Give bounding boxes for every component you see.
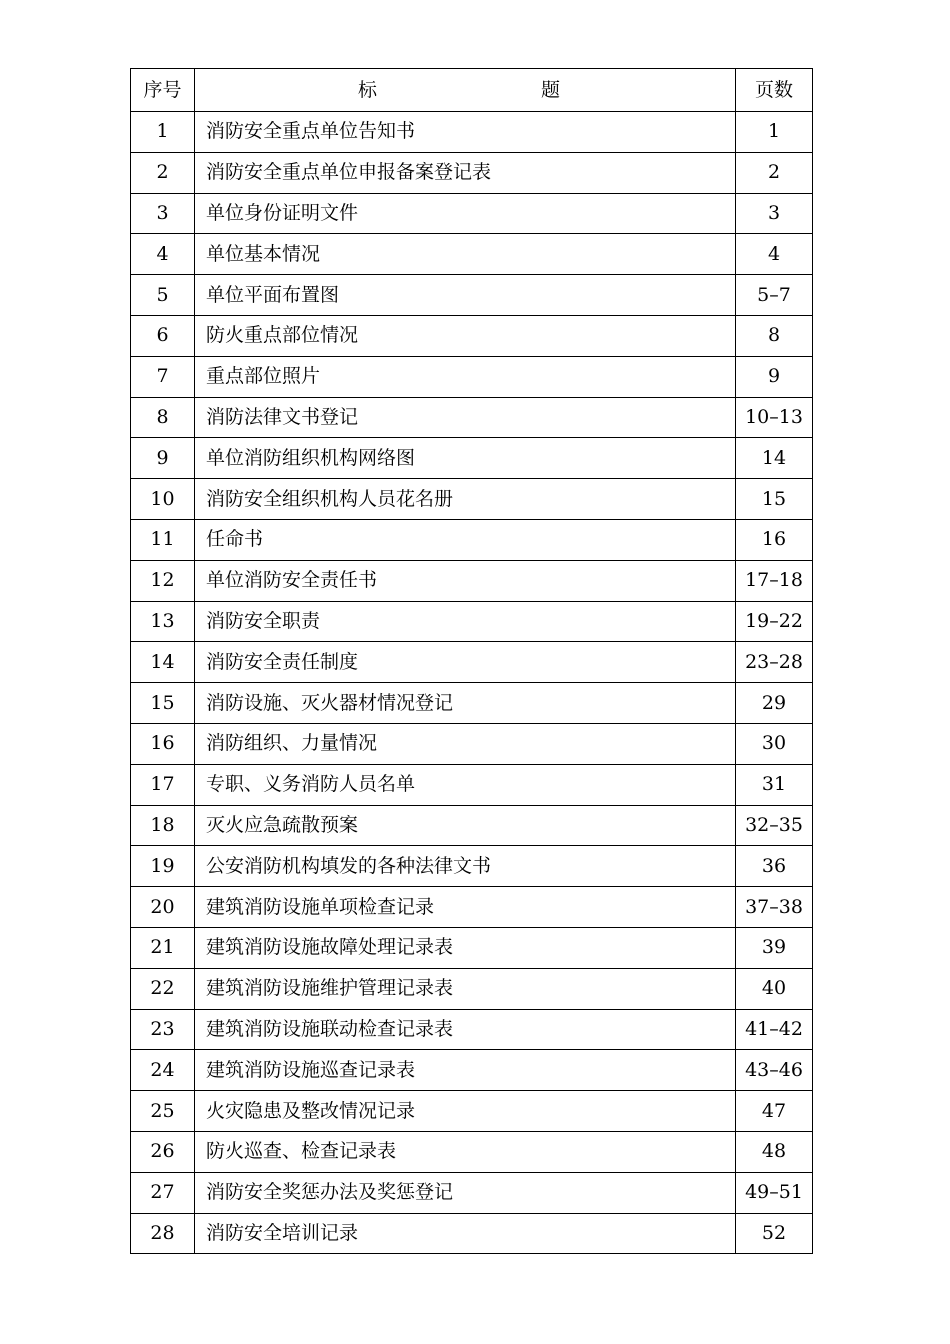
row-title: 建筑消防设施巡查记录表 [195,1050,736,1091]
row-pages: 30 [736,723,813,764]
table-row [131,438,813,479]
row-pages: 10–13 [736,397,813,438]
row-pages: 5–7 [736,275,813,316]
row-serial-number: 6 [131,315,195,356]
row-pages: 8 [736,315,813,356]
row-title: 消防安全职责 [195,601,736,642]
row-serial-number: 21 [131,927,195,968]
table-row [131,927,813,968]
row-pages: 23–28 [736,642,813,683]
table-row [131,968,813,1009]
row-pages: 48 [736,1131,813,1172]
header-title-right: 题 [540,78,560,101]
row-serial-number: 26 [131,1131,195,1172]
row-pages: 43–46 [736,1050,813,1091]
row-pages: 3 [736,193,813,234]
table-row [131,805,813,846]
row-serial-number: 13 [131,601,195,642]
row-serial-number: 28 [131,1213,195,1254]
row-title: 单位基本情况 [195,234,736,275]
row-title: 单位身份证明文件 [195,193,736,234]
table-row [131,1009,813,1050]
row-pages: 9 [736,356,813,397]
table-row [131,356,813,397]
table-row [131,275,813,316]
row-title: 消防安全重点单位申报备案登记表 [195,152,736,193]
row-title: 建筑消防设施故障处理记录表 [195,927,736,968]
row-serial-number: 15 [131,683,195,724]
row-pages: 41–42 [736,1009,813,1050]
row-title: 建筑消防设施联动检查记录表 [195,1009,736,1050]
row-title: 防火重点部位情况 [195,315,736,356]
row-title: 消防安全培训记录 [195,1213,736,1254]
row-serial-number: 14 [131,642,195,683]
row-title: 单位消防安全责任书 [195,560,736,601]
row-serial-number: 7 [131,356,195,397]
row-pages: 15 [736,479,813,520]
header-page-count: 页数 [736,69,813,112]
table-row [131,397,813,438]
row-pages: 19–22 [736,601,813,642]
table-row [131,234,813,275]
row-serial-number: 8 [131,397,195,438]
row-pages: 39 [736,927,813,968]
row-title: 建筑消防设施单项检查记录 [195,887,736,928]
table-row [131,683,813,724]
table-row [131,642,813,683]
row-pages: 40 [736,968,813,1009]
row-title: 灭火应急疏散预案 [195,805,736,846]
row-pages: 32–35 [736,805,813,846]
row-serial-number: 24 [131,1050,195,1091]
row-title: 火灾隐患及整改情况记录 [195,1091,736,1132]
row-serial-number: 19 [131,846,195,887]
table-row [131,1172,813,1213]
row-serial-number: 25 [131,1091,195,1132]
row-pages: 49–51 [736,1172,813,1213]
table-row [131,601,813,642]
row-title: 消防安全责任制度 [195,642,736,683]
row-pages: 4 [736,234,813,275]
row-serial-number: 10 [131,479,195,520]
row-title: 防火巡查、检查记录表 [195,1131,736,1172]
contents-table [130,68,813,1254]
row-serial-number: 4 [131,234,195,275]
row-title: 消防设施、灭火器材情况登记 [195,683,736,724]
row-serial-number: 23 [131,1009,195,1050]
row-pages: 47 [736,1091,813,1132]
row-title: 消防组织、力量情况 [195,723,736,764]
row-title: 消防安全组织机构人员花名册 [195,479,736,520]
row-title: 建筑消防设施维护管理记录表 [195,968,736,1009]
table-row [131,152,813,193]
table-row [131,723,813,764]
row-title: 任命书 [195,519,736,560]
row-serial-number: 5 [131,275,195,316]
row-title: 单位平面布置图 [195,275,736,316]
header-row [131,69,813,112]
row-serial-number: 2 [131,152,195,193]
table-row [131,1050,813,1091]
row-serial-number: 27 [131,1172,195,1213]
row-title: 单位消防组织机构网络图 [195,438,736,479]
table-row [131,887,813,928]
table-row [131,315,813,356]
header-title-left: 标 [358,78,378,101]
row-serial-number: 16 [131,723,195,764]
row-title: 重点部位照片 [195,356,736,397]
row-pages: 36 [736,846,813,887]
row-serial-number: 18 [131,805,195,846]
row-pages: 16 [736,519,813,560]
row-serial-number: 3 [131,193,195,234]
row-pages: 17–18 [736,560,813,601]
row-pages: 52 [736,1213,813,1254]
table-row [131,1091,813,1132]
table-row [131,112,813,153]
row-pages: 29 [736,683,813,724]
row-serial-number: 1 [131,112,195,153]
table-row [131,193,813,234]
row-pages: 1 [736,112,813,153]
row-serial-number: 17 [131,764,195,805]
contents-body [131,112,813,1254]
row-serial-number: 20 [131,887,195,928]
row-pages: 14 [736,438,813,479]
table-row [131,846,813,887]
table-row [131,1131,813,1172]
table-row [131,1213,813,1254]
header-title [195,69,736,112]
row-pages: 31 [736,764,813,805]
row-title: 消防安全重点单位告知书 [195,112,736,153]
table-row [131,764,813,805]
row-serial-number: 12 [131,560,195,601]
row-title: 消防法律文书登记 [195,397,736,438]
table-row [131,479,813,520]
table-row [131,560,813,601]
header-serial-number: 序号 [131,69,195,112]
row-title: 消防安全奖惩办法及奖惩登记 [195,1172,736,1213]
row-serial-number: 22 [131,968,195,1009]
row-serial-number: 11 [131,519,195,560]
row-title: 专职、义务消防人员名单 [195,764,736,805]
row-serial-number: 9 [131,438,195,479]
row-pages: 2 [736,152,813,193]
row-pages: 37–38 [736,887,813,928]
table-row [131,519,813,560]
row-title: 公安消防机构填发的各种法律文书 [195,846,736,887]
